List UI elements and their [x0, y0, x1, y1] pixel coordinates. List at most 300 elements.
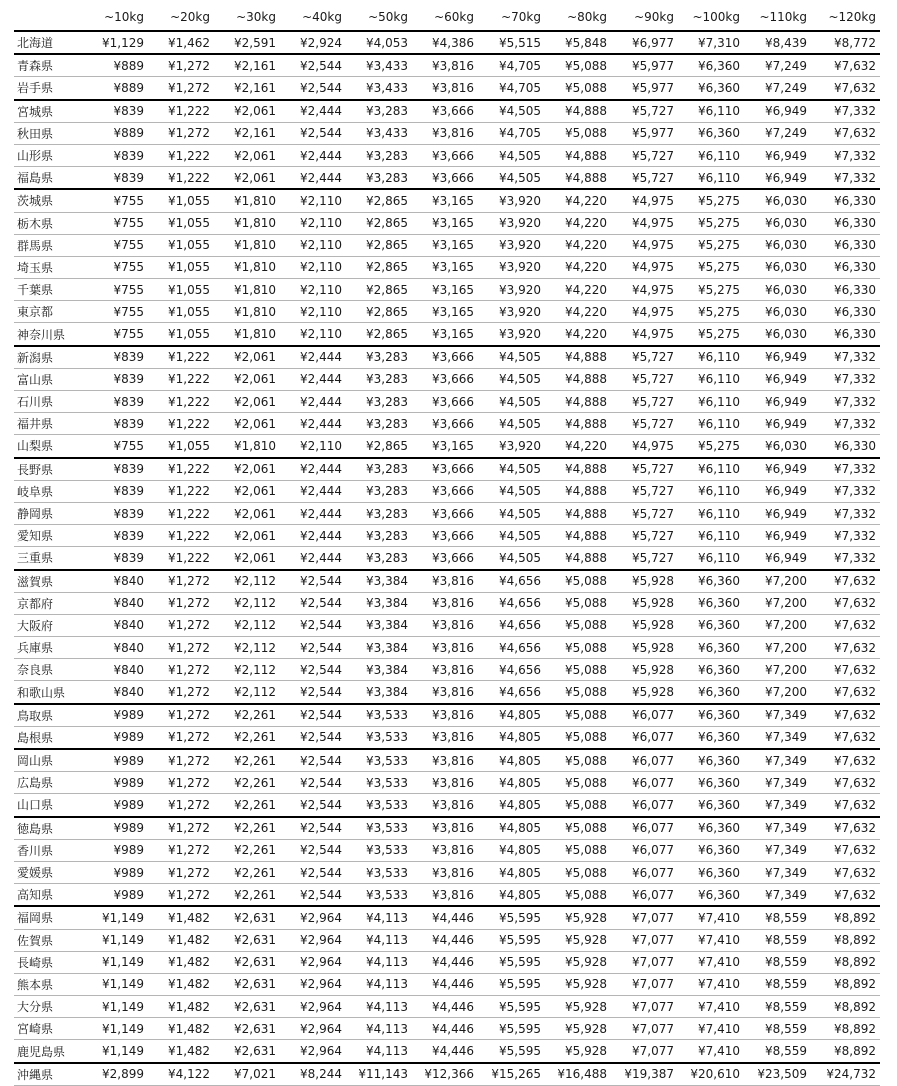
rate-cell: ¥6,330 — [811, 189, 880, 212]
rate-cell: ¥5,088 — [545, 570, 611, 593]
rate-cell: ¥6,330 — [811, 256, 880, 278]
rate-cell: ¥5,088 — [545, 704, 611, 727]
rate-cell: ¥6,110 — [678, 167, 744, 190]
rate-cell: ¥1,272 — [148, 772, 214, 794]
rate-cell: ¥2,544 — [280, 570, 346, 593]
rate-cell: ¥3,283 — [346, 167, 412, 190]
rate-cell: ¥5,088 — [545, 839, 611, 861]
rate-cell: ¥4,505 — [478, 167, 545, 190]
prefecture-cell: 福井県 — [14, 413, 94, 435]
rate-cell: ¥2,544 — [280, 861, 346, 883]
rate-cell: ¥3,666 — [412, 547, 478, 570]
rate-cell: ¥4,220 — [545, 212, 611, 234]
rate-cell: ¥989 — [94, 884, 148, 907]
rate-cell: ¥2,261 — [214, 772, 280, 794]
rate-cell: ¥3,533 — [346, 772, 412, 794]
rate-cell: ¥7,632 — [811, 884, 880, 907]
rate-cell: ¥1,149 — [94, 1018, 148, 1040]
table-row — [14, 279, 880, 301]
rate-cell: ¥3,533 — [346, 861, 412, 883]
rate-cell: ¥4,656 — [478, 659, 545, 681]
rate-cell: ¥4,113 — [346, 929, 412, 951]
header-weight-tier: ~40kg — [280, 4, 346, 31]
table-row — [14, 681, 880, 704]
rate-cell: ¥4,888 — [545, 502, 611, 524]
rate-cell: ¥3,384 — [346, 659, 412, 681]
prefecture-cell: 岐阜県 — [14, 480, 94, 502]
rate-cell: ¥2,112 — [214, 681, 280, 704]
rate-cell: ¥7,632 — [811, 77, 880, 100]
rate-cell: ¥1,482 — [148, 973, 214, 995]
rate-cell: ¥755 — [94, 234, 148, 256]
rate-cell: ¥3,165 — [412, 189, 478, 212]
rate-cell: ¥5,928 — [611, 681, 678, 704]
table-row — [14, 525, 880, 547]
rate-cell: ¥4,888 — [545, 167, 611, 190]
prefecture-cell: 石川県 — [14, 391, 94, 413]
rate-cell: ¥755 — [94, 256, 148, 278]
rate-cell: ¥4,805 — [478, 817, 545, 840]
rate-cell: ¥7,332 — [811, 480, 880, 502]
rate-cell: ¥2,261 — [214, 839, 280, 861]
rate-cell: ¥3,920 — [478, 212, 545, 234]
rate-cell: ¥6,360 — [678, 772, 744, 794]
rate-cell: ¥3,816 — [412, 592, 478, 614]
prefecture-cell: 山口県 — [14, 794, 94, 817]
prefecture-cell: 東京都 — [14, 301, 94, 323]
table-row — [14, 391, 880, 413]
rate-cell: ¥4,505 — [478, 458, 545, 481]
rate-cell: ¥6,360 — [678, 592, 744, 614]
header-prefecture — [14, 4, 94, 31]
rate-cell: ¥755 — [94, 212, 148, 234]
rate-cell: ¥4,656 — [478, 570, 545, 593]
rate-cell: ¥755 — [94, 189, 148, 212]
rate-cell: ¥1,149 — [94, 996, 148, 1018]
prefecture-cell: 高知県 — [14, 884, 94, 907]
rate-cell: ¥839 — [94, 458, 148, 481]
rate-cell: ¥5,088 — [545, 772, 611, 794]
rate-cell: ¥989 — [94, 772, 148, 794]
table-row — [14, 929, 880, 951]
rate-cell: ¥4,656 — [478, 637, 545, 659]
rate-cell: ¥2,899 — [94, 1063, 148, 1086]
rate-cell: ¥4,505 — [478, 502, 545, 524]
rate-cell: ¥6,360 — [678, 794, 744, 817]
rate-cell: ¥3,666 — [412, 413, 478, 435]
rate-cell: ¥6,949 — [744, 458, 811, 481]
rate-cell: ¥8,559 — [744, 906, 811, 929]
rate-cell: ¥4,975 — [611, 435, 678, 458]
rate-cell: ¥7,077 — [611, 951, 678, 973]
table-row — [14, 480, 880, 502]
rate-cell: ¥5,595 — [478, 973, 545, 995]
rate-cell: ¥1,272 — [148, 592, 214, 614]
rate-cell: ¥1,222 — [148, 480, 214, 502]
rate-cell: ¥1,272 — [148, 659, 214, 681]
rate-cell: ¥840 — [94, 637, 148, 659]
rate-cell: ¥1,272 — [148, 637, 214, 659]
rate-cell: ¥7,632 — [811, 614, 880, 636]
rate-cell: ¥8,559 — [744, 1018, 811, 1040]
table-row — [14, 884, 880, 907]
rate-cell: ¥2,161 — [214, 54, 280, 77]
rate-cell: ¥2,544 — [280, 817, 346, 840]
rate-cell: ¥6,110 — [678, 502, 744, 524]
rate-cell: ¥5,928 — [545, 973, 611, 995]
prefecture-cell: 静岡県 — [14, 502, 94, 524]
prefecture-cell: 茨城県 — [14, 189, 94, 212]
rate-cell: ¥1,222 — [148, 100, 214, 123]
prefecture-cell: 京都府 — [14, 592, 94, 614]
rate-cell: ¥989 — [94, 839, 148, 861]
rate-cell: ¥5,727 — [611, 144, 678, 166]
rate-cell: ¥3,816 — [412, 839, 478, 861]
rate-cell: ¥1,272 — [148, 839, 214, 861]
rate-cell: ¥1,055 — [148, 323, 214, 346]
rate-cell: ¥2,444 — [280, 525, 346, 547]
rate-cell: ¥3,666 — [412, 502, 478, 524]
rate-cell: ¥7,332 — [811, 391, 880, 413]
rate-cell: ¥1,272 — [148, 614, 214, 636]
rate-cell: ¥2,110 — [280, 212, 346, 234]
rate-cell: ¥1,810 — [214, 301, 280, 323]
rate-cell: ¥2,061 — [214, 368, 280, 390]
rate-cell: ¥5,088 — [545, 817, 611, 840]
rate-cell: ¥20,610 — [678, 1063, 744, 1086]
rate-cell: ¥4,975 — [611, 323, 678, 346]
rate-cell: ¥4,446 — [412, 929, 478, 951]
rate-cell: ¥2,631 — [214, 1040, 280, 1063]
rate-cell: ¥839 — [94, 391, 148, 413]
table-row — [14, 614, 880, 636]
rate-cell: ¥6,949 — [744, 391, 811, 413]
rate-cell: ¥7,249 — [744, 54, 811, 77]
rate-cell: ¥2,444 — [280, 167, 346, 190]
rate-cell: ¥840 — [94, 570, 148, 593]
rate-cell: ¥4,888 — [545, 413, 611, 435]
table-row — [14, 54, 880, 77]
rate-cell: ¥4,805 — [478, 726, 545, 749]
rate-cell: ¥2,544 — [280, 54, 346, 77]
rate-cell: ¥839 — [94, 167, 148, 190]
prefecture-cell: 神奈川県 — [14, 323, 94, 346]
rate-cell: ¥755 — [94, 435, 148, 458]
rate-cell: ¥2,964 — [280, 951, 346, 973]
rate-cell: ¥12,366 — [412, 1063, 478, 1086]
rate-cell: ¥7,349 — [744, 839, 811, 861]
rate-cell: ¥3,283 — [346, 391, 412, 413]
prefecture-cell: 三重県 — [14, 547, 94, 570]
rate-cell: ¥3,433 — [346, 77, 412, 100]
rate-cell: ¥4,888 — [545, 480, 611, 502]
rate-cell: ¥2,964 — [280, 973, 346, 995]
rate-cell: ¥6,330 — [811, 279, 880, 301]
prefecture-cell: 愛知県 — [14, 525, 94, 547]
rate-cell: ¥4,446 — [412, 973, 478, 995]
rate-cell: ¥6,030 — [744, 279, 811, 301]
rate-cell: ¥5,275 — [678, 234, 744, 256]
rate-cell: ¥7,349 — [744, 884, 811, 907]
header-weight-tier: ~20kg — [148, 4, 214, 31]
rate-cell: ¥3,533 — [346, 794, 412, 817]
rate-cell: ¥3,816 — [412, 794, 478, 817]
rate-cell: ¥4,888 — [545, 368, 611, 390]
rate-cell: ¥6,330 — [811, 435, 880, 458]
rate-cell: ¥2,110 — [280, 189, 346, 212]
rate-cell: ¥7,632 — [811, 659, 880, 681]
header-weight-tier: ~60kg — [412, 4, 478, 31]
prefecture-cell: 岡山県 — [14, 749, 94, 772]
rate-cell: ¥6,110 — [678, 525, 744, 547]
rate-cell: ¥5,275 — [678, 189, 744, 212]
rate-cell: ¥3,666 — [412, 458, 478, 481]
rate-cell: ¥3,920 — [478, 279, 545, 301]
rate-cell: ¥5,727 — [611, 547, 678, 570]
rate-cell: ¥5,088 — [545, 749, 611, 772]
table-row — [14, 413, 880, 435]
rate-cell: ¥2,544 — [280, 77, 346, 100]
rate-cell: ¥3,816 — [412, 681, 478, 704]
rate-cell: ¥3,433 — [346, 54, 412, 77]
rate-cell: ¥1,272 — [148, 884, 214, 907]
rate-cell: ¥2,631 — [214, 1018, 280, 1040]
rate-cell: ¥840 — [94, 592, 148, 614]
rate-cell: ¥4,505 — [478, 547, 545, 570]
rate-cell: ¥4,220 — [545, 234, 611, 256]
rate-cell: ¥2,444 — [280, 502, 346, 524]
rate-cell: ¥4,505 — [478, 100, 545, 123]
rate-cell: ¥4,705 — [478, 122, 545, 144]
rate-cell: ¥4,113 — [346, 1018, 412, 1040]
rate-cell: ¥8,892 — [811, 973, 880, 995]
rate-cell: ¥5,088 — [545, 637, 611, 659]
rate-cell: ¥2,964 — [280, 996, 346, 1018]
rate-cell: ¥989 — [94, 817, 148, 840]
rate-cell: ¥6,949 — [744, 346, 811, 369]
rate-cell: ¥3,533 — [346, 817, 412, 840]
prefecture-cell: 大分県 — [14, 996, 94, 1018]
rate-cell: ¥4,888 — [545, 100, 611, 123]
rate-cell: ¥5,088 — [545, 614, 611, 636]
rate-cell: ¥2,544 — [280, 839, 346, 861]
rate-cell: ¥7,410 — [678, 1018, 744, 1040]
rate-cell: ¥889 — [94, 122, 148, 144]
table-row — [14, 726, 880, 749]
rate-cell: ¥2,261 — [214, 726, 280, 749]
rate-cell: ¥6,077 — [611, 704, 678, 727]
rate-cell: ¥4,053 — [346, 31, 412, 54]
rate-cell: ¥7,200 — [744, 592, 811, 614]
rate-cell: ¥2,261 — [214, 749, 280, 772]
table-row — [14, 100, 880, 123]
rate-cell: ¥2,061 — [214, 100, 280, 123]
rate-cell: ¥3,920 — [478, 234, 545, 256]
rate-cell: ¥2,061 — [214, 144, 280, 166]
rate-cell: ¥4,656 — [478, 681, 545, 704]
rate-cell: ¥6,360 — [678, 861, 744, 883]
rate-cell: ¥5,088 — [545, 122, 611, 144]
prefecture-cell: 秋田県 — [14, 122, 94, 144]
rate-cell: ¥4,705 — [478, 77, 545, 100]
rate-cell: ¥7,200 — [744, 659, 811, 681]
rate-cell: ¥6,977 — [611, 31, 678, 54]
rate-cell: ¥6,360 — [678, 77, 744, 100]
rate-cell: ¥5,928 — [545, 929, 611, 951]
rate-cell: ¥1,222 — [148, 502, 214, 524]
rate-cell: ¥4,805 — [478, 839, 545, 861]
rate-cell: ¥7,632 — [811, 839, 880, 861]
rate-cell: ¥4,805 — [478, 772, 545, 794]
rate-cell: ¥3,165 — [412, 234, 478, 256]
table-row — [14, 256, 880, 278]
rate-cell: ¥6,077 — [611, 772, 678, 794]
rate-cell: ¥15,265 — [478, 1063, 545, 1086]
rate-cell: ¥2,544 — [280, 726, 346, 749]
rate-cell: ¥4,975 — [611, 256, 678, 278]
rate-cell: ¥6,949 — [744, 480, 811, 502]
rate-cell: ¥8,892 — [811, 1018, 880, 1040]
rate-cell: ¥2,865 — [346, 435, 412, 458]
rate-cell: ¥5,727 — [611, 413, 678, 435]
prefecture-cell: 佐賀県 — [14, 929, 94, 951]
header-weight-tier: ~110kg — [744, 4, 811, 31]
rate-cell: ¥1,272 — [148, 794, 214, 817]
table-row — [14, 906, 880, 929]
rate-cell: ¥6,360 — [678, 54, 744, 77]
rate-cell: ¥7,332 — [811, 525, 880, 547]
rate-cell: ¥16,488 — [545, 1063, 611, 1086]
rate-cell: ¥4,113 — [346, 973, 412, 995]
rate-cell: ¥5,595 — [478, 1018, 545, 1040]
rate-cell: ¥7,632 — [811, 681, 880, 704]
rate-cell: ¥1,149 — [94, 906, 148, 929]
rate-cell: ¥1,055 — [148, 435, 214, 458]
rate-cell: ¥2,061 — [214, 391, 280, 413]
rate-cell: ¥4,505 — [478, 391, 545, 413]
rate-cell: ¥1,055 — [148, 212, 214, 234]
table-row — [14, 570, 880, 593]
rate-cell: ¥6,030 — [744, 234, 811, 256]
rate-cell: ¥4,805 — [478, 861, 545, 883]
rate-cell: ¥1,272 — [148, 77, 214, 100]
rate-cell: ¥6,949 — [744, 368, 811, 390]
rate-cell: ¥7,349 — [744, 861, 811, 883]
rate-cell: ¥889 — [94, 54, 148, 77]
rate-cell: ¥1,272 — [148, 681, 214, 704]
rate-cell: ¥1,055 — [148, 189, 214, 212]
prefecture-cell: 徳島県 — [14, 817, 94, 840]
rate-cell: ¥6,077 — [611, 794, 678, 817]
rate-cell: ¥5,727 — [611, 167, 678, 190]
table-row — [14, 592, 880, 614]
rate-cell: ¥2,544 — [280, 122, 346, 144]
rate-cell: ¥4,505 — [478, 525, 545, 547]
rate-cell: ¥5,275 — [678, 256, 744, 278]
rate-cell: ¥5,928 — [611, 592, 678, 614]
rate-cell: ¥4,505 — [478, 413, 545, 435]
rate-cell: ¥3,165 — [412, 256, 478, 278]
rate-cell: ¥6,030 — [744, 189, 811, 212]
prefecture-cell: 広島県 — [14, 772, 94, 794]
rate-cell: ¥4,386 — [412, 31, 478, 54]
rate-cell: ¥4,888 — [545, 391, 611, 413]
prefecture-cell: 奈良県 — [14, 659, 94, 681]
rate-cell: ¥3,666 — [412, 100, 478, 123]
rate-cell: ¥2,061 — [214, 480, 280, 502]
rate-cell: ¥1,222 — [148, 458, 214, 481]
rate-cell: ¥7,349 — [744, 772, 811, 794]
rate-cell: ¥2,110 — [280, 279, 346, 301]
rate-cell: ¥7,349 — [744, 794, 811, 817]
rate-cell: ¥3,384 — [346, 637, 412, 659]
rate-cell: ¥1,149 — [94, 929, 148, 951]
rate-cell: ¥4,505 — [478, 346, 545, 369]
rate-cell: ¥5,595 — [478, 951, 545, 973]
rate-cell: ¥1,272 — [148, 726, 214, 749]
rate-cell: ¥11,143 — [346, 1063, 412, 1086]
rate-cell: ¥2,112 — [214, 614, 280, 636]
rate-cell: ¥2,444 — [280, 547, 346, 570]
rate-cell: ¥840 — [94, 614, 148, 636]
table-row — [14, 749, 880, 772]
rate-cell: ¥1,222 — [148, 413, 214, 435]
rate-cell: ¥4,446 — [412, 906, 478, 929]
rate-cell: ¥1,810 — [214, 212, 280, 234]
rate-cell: ¥19,387 — [611, 1063, 678, 1086]
rate-cell: ¥1,810 — [214, 189, 280, 212]
header-weight-tier: ~50kg — [346, 4, 412, 31]
rate-cell: ¥3,165 — [412, 435, 478, 458]
rate-cell: ¥6,949 — [744, 525, 811, 547]
rate-cell: ¥6,077 — [611, 839, 678, 861]
rate-cell: ¥8,559 — [744, 1040, 811, 1063]
rate-cell: ¥7,249 — [744, 77, 811, 100]
rate-cell: ¥6,330 — [811, 323, 880, 346]
rate-cell: ¥1,272 — [148, 122, 214, 144]
rate-cell: ¥8,244 — [280, 1063, 346, 1086]
prefecture-cell: 長野県 — [14, 458, 94, 481]
rate-cell: ¥6,030 — [744, 256, 811, 278]
rate-cell: ¥5,595 — [478, 996, 545, 1018]
rate-cell: ¥7,632 — [811, 749, 880, 772]
table-row — [14, 951, 880, 973]
rate-cell: ¥7,200 — [744, 614, 811, 636]
rate-cell: ¥6,077 — [611, 817, 678, 840]
rate-cell: ¥6,360 — [678, 122, 744, 144]
rate-cell: ¥1,272 — [148, 54, 214, 77]
prefecture-cell: 富山県 — [14, 368, 94, 390]
table-row — [14, 458, 880, 481]
rate-cell: ¥989 — [94, 794, 148, 817]
rate-cell: ¥1,272 — [148, 570, 214, 593]
rate-cell: ¥6,110 — [678, 346, 744, 369]
rate-cell: ¥7,410 — [678, 1040, 744, 1063]
rate-cell: ¥2,061 — [214, 167, 280, 190]
rate-cell: ¥5,727 — [611, 100, 678, 123]
rate-cell: ¥3,165 — [412, 301, 478, 323]
rate-cell: ¥3,283 — [346, 144, 412, 166]
rate-cell: ¥8,772 — [811, 31, 880, 54]
rate-cell: ¥2,631 — [214, 906, 280, 929]
rate-cell: ¥4,220 — [545, 435, 611, 458]
prefecture-cell: 滋賀県 — [14, 570, 94, 593]
rate-cell: ¥2,865 — [346, 301, 412, 323]
rate-cell: ¥2,544 — [280, 794, 346, 817]
prefecture-cell: 和歌山県 — [14, 681, 94, 704]
rate-cell: ¥7,332 — [811, 547, 880, 570]
table-row — [14, 77, 880, 100]
